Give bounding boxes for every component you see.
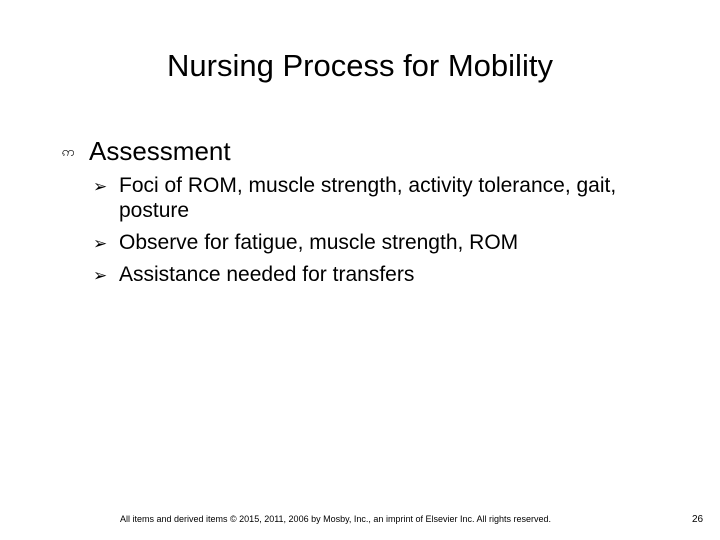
- arrow-bullet-icon: ➢: [93, 234, 108, 253]
- sub-bullet-list: [93, 173, 653, 294]
- bullet-label: Assessment: [89, 136, 231, 166]
- list-item: [93, 262, 653, 287]
- list-item-text: Assistance needed for transfers: [119, 263, 415, 286]
- arrow-bullet-icon: ➢: [93, 266, 108, 285]
- list-item: [93, 173, 653, 223]
- list-item: [93, 230, 653, 255]
- page-number: 26: [692, 514, 704, 525]
- arrow-bullet-icon: ➢: [93, 177, 108, 196]
- copyright-footer: All items and derived items © 2015, 2011, 2006 by Mosby, Inc., an imprint of Elsevier Inc. All rights reserved.: [120, 514, 551, 524]
- curl-bullet-icon: ဢ: [62, 144, 75, 159]
- list-item-text: Observe for fatigue, muscle strength, ROM: [119, 231, 519, 254]
- list-item-text: Foci of ROM, muscle strength, activity tolerance, gait, posture: [119, 174, 617, 222]
- slide-title: Nursing Process for Mobility: [167, 48, 553, 83]
